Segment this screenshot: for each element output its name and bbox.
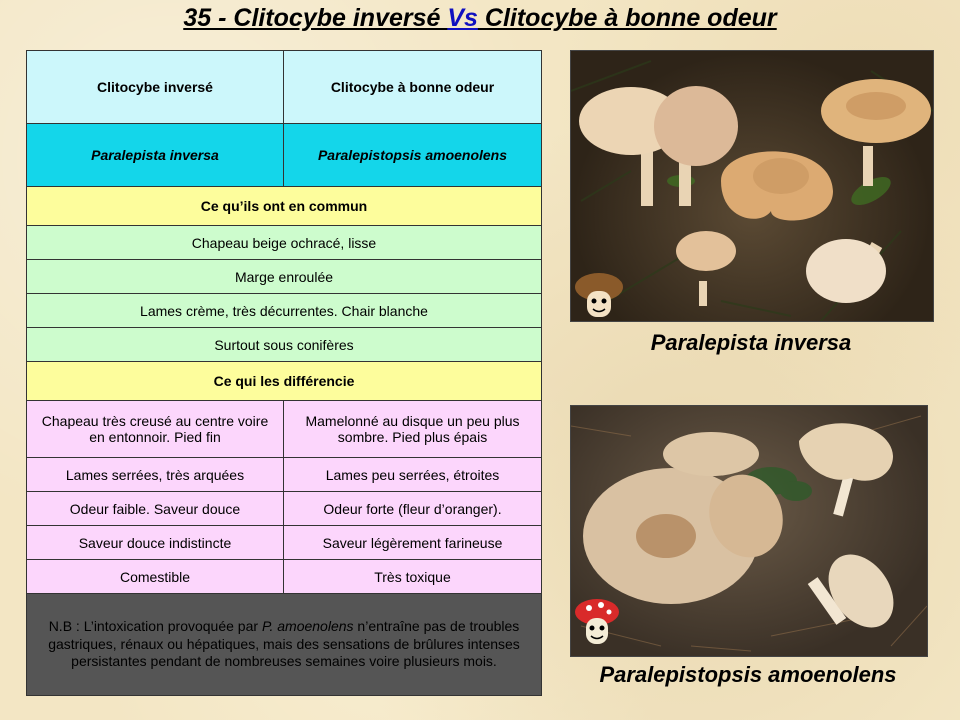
common-heading: Ce qu’ils ont en commun [27,187,542,226]
note-cell [27,594,542,696]
common-row-text: Lames crème, très décurrentes. Chair blanche [27,294,542,328]
comparison-table [26,50,542,696]
note-suffix: n’entraîne pas de troubles gastriques, rénaux ou hépatiques, mais des sensations de brûlures intenses persistantes pendant de nombreuses semaines voire plusieurs mois. [48,618,520,670]
diff-left-cell: Lames serrées, très arquées [27,458,284,492]
common-row [27,328,542,362]
diff-heading: Ce qui les différencie [27,362,542,401]
col2-common-name: Clitocybe à bonne odeur [284,51,542,124]
latin-row [27,124,542,187]
diff-right-cell: Saveur légèrement farineuse [284,526,542,560]
mushroom-photo-2-illustration [571,406,927,656]
diff-right-cell: Mamelonné au disque un peu plus sombre. Pied plus épais [284,401,542,458]
common-row [27,226,542,260]
diff-row [27,560,542,594]
diff-right-cell: Odeur forte (fleur d’oranger). [284,492,542,526]
title-prefix: 35 - Clitocybe inversé [183,4,448,32]
photo2-caption: Paralepistopsis amoenolens [599,662,897,687]
mascot-mushroom-icon [575,273,623,317]
note-species: P. amoenolens [261,618,354,635]
diff-left-cell: Chapeau très creusé au centre voire en entonnoir. Pied fin [27,401,284,458]
mascot-toadstool-icon [575,599,619,644]
diff-heading-row [27,362,542,401]
common-row [27,260,542,294]
title-suffix: Clitocybe à bonne odeur [477,4,777,32]
note-prefix: N.B : L’intoxication provoquée par [48,618,262,635]
col1-latin-name: Paralepista inversa [27,124,284,187]
photo-paralepistopsis-amoenolens [570,405,928,657]
header-row [27,51,542,124]
diff-row [27,401,542,458]
common-row-text: Marge enroulée [27,260,542,294]
diff-left-cell: Odeur faible. Saveur douce [27,492,284,526]
diff-row [27,492,542,526]
col2-latin-name: Paralepistopsis amoenolens [284,124,542,187]
diff-right-cell: Très toxique [284,560,542,594]
mushroom-photo-1-illustration [571,51,933,321]
common-row-text: Chapeau beige ochracé, lisse [27,226,542,260]
diff-row [27,458,542,492]
diff-row [27,526,542,560]
common-row [27,294,542,328]
common-row-text: Surtout sous conifères [27,328,542,362]
slide-title [0,0,960,36]
diff-right-cell: Lames peu serrées, étroites [284,458,542,492]
diff-left-cell: Saveur douce indistincte [27,526,284,560]
common-heading-row [27,187,542,226]
note-row [27,594,542,696]
photo-paralepista-inversa [570,50,934,322]
photo1-caption: Paralepista inversa [650,330,852,355]
diff-left-cell: Comestible [27,560,284,594]
title-vs: Vs [447,4,478,32]
col1-common-name: Clitocybe inversé [27,51,284,124]
